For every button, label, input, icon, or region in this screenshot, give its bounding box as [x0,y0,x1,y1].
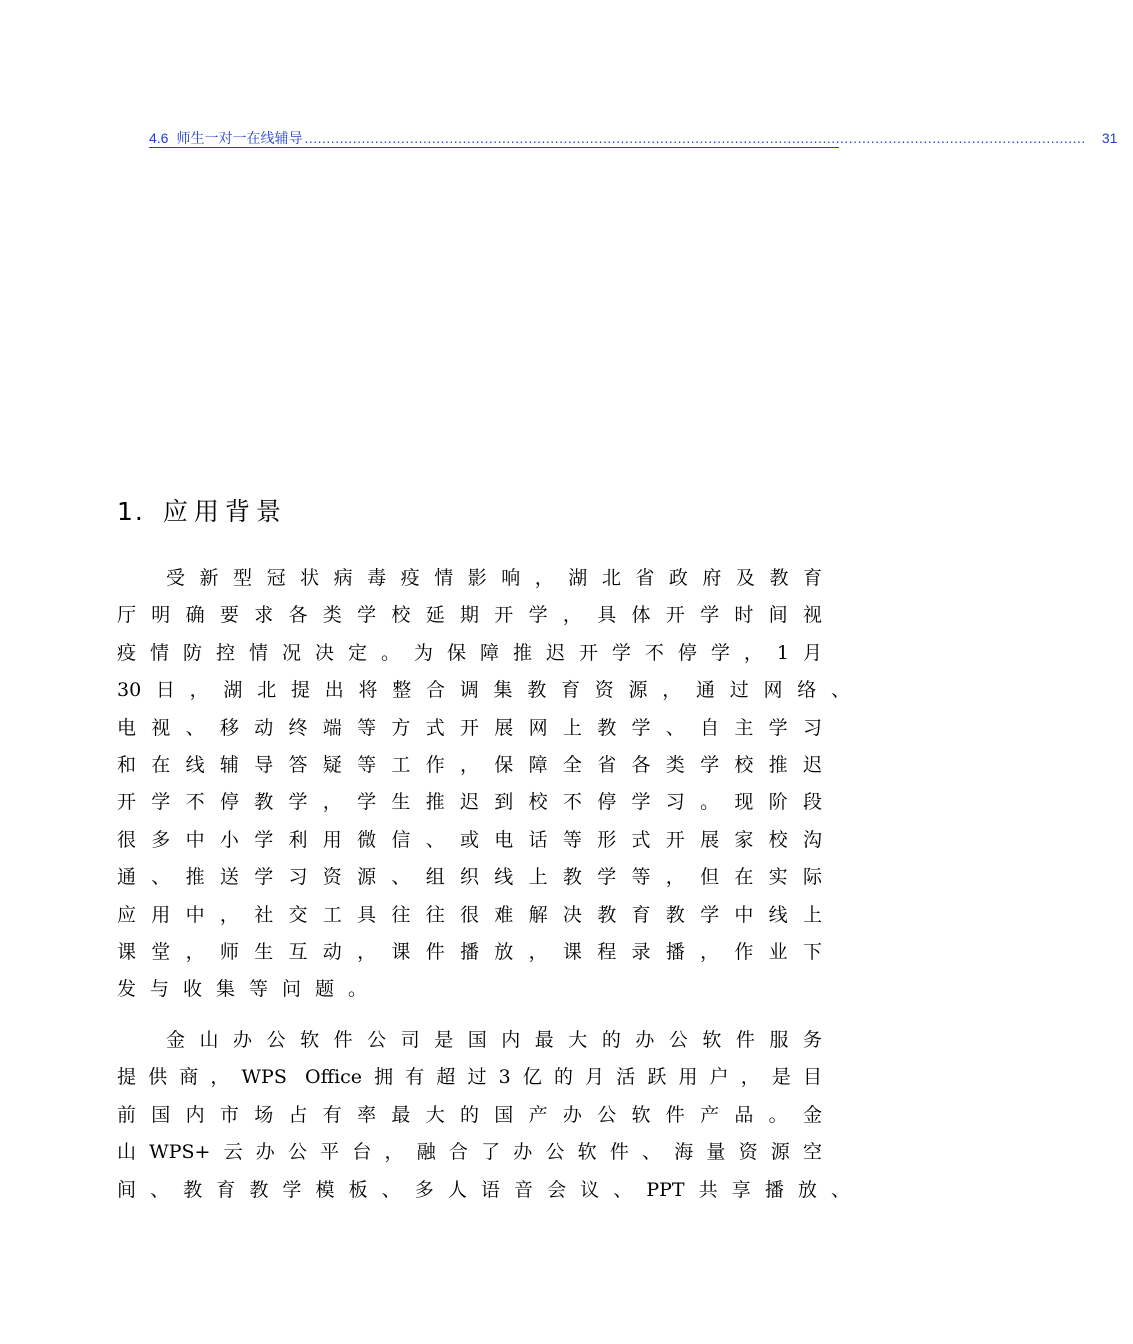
paragraph-line: 疫情防控情况决定。为保障推迟开学不停学，1月 [117,641,822,664]
toc-entry-page-number: 31 [1101,130,1118,146]
paragraph-background [117,560,850,1009]
paragraph-wps [117,1022,850,1209]
section-title: 应用背景 [162,497,287,526]
paragraph-line: 电视、移动终端等方式开展网上教学、自主学习 [117,716,822,739]
toc-entry-title: 师生一对一在线辅导 [176,130,303,146]
paragraph-line: 间、教育教学模板、多人语音会议、PPT共享播放、 [117,1178,850,1201]
paragraph-line: 课堂，师生互动，课件播放，课程录播，作业下 [117,940,822,963]
paragraph-line: 很多中小学利用微信、或电话等形式开展家校沟 [117,828,822,851]
paragraph-line: 开学不停教学，学生推迟到校不停学习。现阶段 [117,791,822,814]
section-number: 1. [117,497,145,526]
paragraph-line: 提供商，WPS Office拥有超过3亿的月活跃用户，是目 [117,1066,822,1089]
paragraph-line: 山WPS+云办公平台，融合了办公软件、海量资源空 [117,1141,822,1164]
toc-entry-4-6[interactable] [149,127,1118,148]
toc-entry-number: 4.6 [149,130,169,146]
paragraph-line: 金山办公软件公司是国内最大的办公软件服务 [166,1029,822,1051]
paragraph-line: 30日，湖北提出将整合调集教育资源，通过网络、 [117,679,850,702]
toc-dot-leader: .................................................................................................................................................................................. [304,130,1086,146]
paragraph-line: 发与收集等问题。 [117,978,382,1001]
section-heading [117,495,287,529]
paragraph-line: 厅明确要求各类学校延期开学，具体开学时间视 [117,604,822,627]
paragraph-line: 应用中，社交工具往往很难解决教育教学中线上 [117,903,822,926]
paragraph-line: 和在线辅导答疑等工作，保障全省各类学校推迟 [117,753,822,776]
paragraph-line: 前国内市场占有率最大的国产办公软件产品。金 [117,1103,822,1126]
paragraph-line: 通、推送学习资源、组织线上教学等，但在实际 [117,866,822,889]
paragraph-line: 受新型冠状病毒疫情影响，湖北省政府及教育 [166,567,822,589]
